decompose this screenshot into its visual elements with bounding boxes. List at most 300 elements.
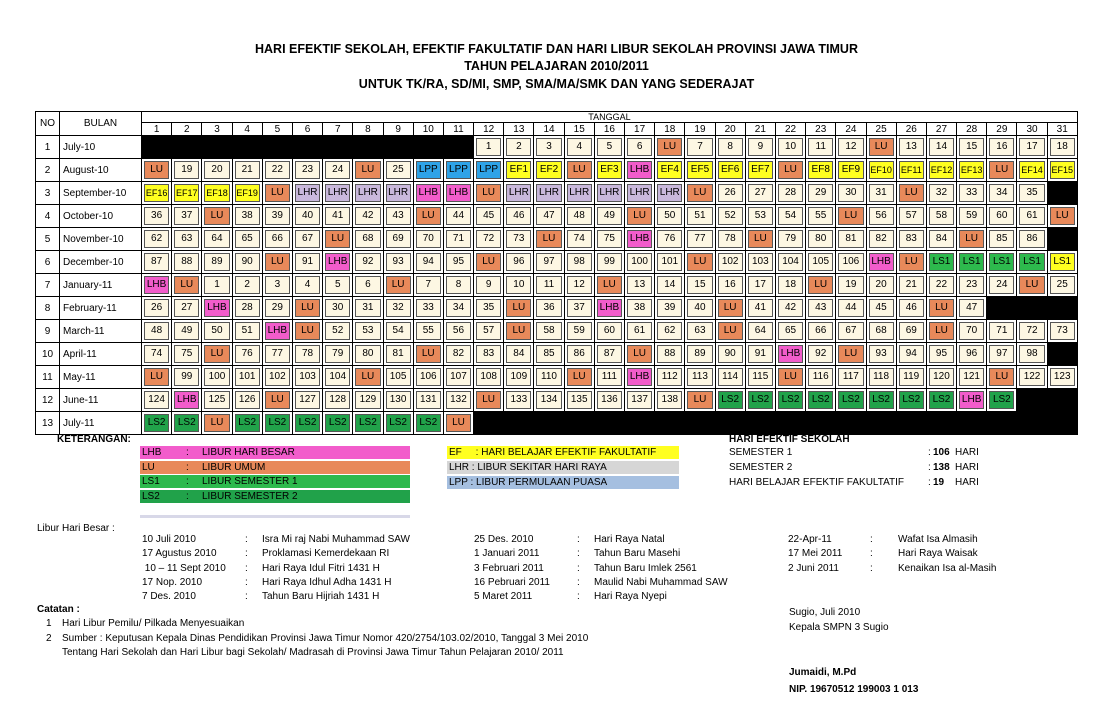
libur-date: 1 Januari 2011: [474, 548, 540, 560]
day-value: 28: [235, 299, 260, 317]
day-cell: [896, 389, 926, 412]
efektif-value: 138: [933, 462, 950, 473]
day-cell: [926, 297, 956, 320]
day-value: LU: [989, 161, 1014, 179]
day-value: 5: [597, 138, 622, 156]
day-cell: [1017, 136, 1047, 159]
day-value: 129: [355, 391, 380, 409]
day-cell: [232, 389, 262, 412]
day-value: LU: [416, 207, 441, 225]
day-value: 90: [235, 253, 260, 271]
day-value: 102: [265, 368, 290, 386]
day-cell: [1017, 343, 1047, 366]
day-cell: [202, 182, 232, 205]
day-value: 65: [778, 322, 803, 340]
day-value: LU: [506, 299, 531, 317]
day-cell: [353, 205, 383, 228]
day-cell: [323, 228, 353, 251]
day-cell: [142, 320, 172, 343]
day-cell: [443, 412, 473, 435]
day-value: 26: [144, 299, 169, 317]
day-value: LS2: [989, 391, 1014, 409]
day-value: LHB: [446, 184, 471, 202]
day-value: 62: [144, 230, 169, 248]
day-value: 27: [748, 184, 773, 202]
day-cell: [323, 274, 353, 297]
day-value: 61: [627, 322, 652, 340]
day-value: 72: [1019, 322, 1044, 340]
day-value: 106: [416, 368, 441, 386]
libur-sep: :: [245, 548, 248, 560]
libur-sep: :: [245, 534, 248, 545]
day-cell: [504, 182, 534, 205]
day-value: 28: [778, 184, 803, 202]
legend-code: LS2: [142, 490, 160, 502]
day-cell: [775, 136, 805, 159]
day-value: LU: [778, 161, 803, 179]
day-cell: [926, 320, 956, 343]
efektif-unit: HARI: [955, 447, 979, 458]
day-cell: [866, 136, 896, 159]
day-value: 24: [325, 161, 350, 179]
day-cell: [353, 182, 383, 205]
efektif-title: HARI EFEKTIF SEKOLAH: [729, 434, 850, 445]
day-value: LHB: [416, 184, 441, 202]
day-value: 14: [657, 276, 682, 294]
day-cell: [262, 205, 292, 228]
day-cell: [534, 320, 564, 343]
day-cell: [474, 274, 504, 297]
day-value: 10: [506, 276, 531, 294]
day-cell: [926, 251, 956, 274]
day-value: 120: [929, 368, 954, 386]
day-value: LU: [597, 276, 622, 294]
day-value: 89: [204, 253, 229, 271]
day-cell: [443, 389, 473, 412]
day-cell: [202, 366, 232, 389]
day-value: 77: [265, 345, 290, 363]
day-cell: [1047, 389, 1077, 412]
day-cell: [564, 412, 594, 435]
day-value: 10: [778, 138, 803, 156]
legend-desc: LIBUR HARI BESAR: [202, 447, 295, 458]
day-value: 82: [446, 345, 471, 363]
day-value: 112: [657, 368, 682, 386]
day-value: 55: [416, 322, 441, 340]
day-cell: [262, 159, 292, 182]
day-value: 51: [687, 207, 712, 225]
day-cell: [383, 228, 413, 251]
row-month: February-11: [60, 297, 142, 320]
day-value: 44: [446, 207, 471, 225]
day-cell: [655, 343, 685, 366]
day-value: 8: [718, 138, 743, 156]
day-value: 73: [1050, 322, 1075, 340]
legend-code: LHB: [142, 447, 162, 458]
day-header: 31: [1047, 123, 1077, 136]
row-month: August-10: [60, 159, 142, 182]
day-cell: [625, 297, 655, 320]
row-month: April-11: [60, 343, 142, 366]
day-value: 98: [1019, 345, 1044, 363]
day-value: 55: [808, 207, 833, 225]
day-value: 90: [718, 345, 743, 363]
day-value: LU: [869, 138, 894, 156]
day-value: EF4: [657, 161, 682, 179]
day-value: 68: [355, 230, 380, 248]
day-cell: [383, 274, 413, 297]
day-header: 24: [836, 123, 866, 136]
day-value: EF14: [1019, 161, 1044, 179]
libur-name: Isra Mi raj Nabi Muhammad SAW: [262, 534, 410, 545]
day-header: 20: [715, 123, 745, 136]
day-header: 23: [806, 123, 836, 136]
day-cell: [1017, 297, 1047, 320]
day-value: 59: [567, 322, 592, 340]
day-value: LHR: [627, 184, 652, 202]
day-value: LU: [899, 184, 924, 202]
day-value: 35: [476, 299, 501, 317]
day-cell: [262, 389, 292, 412]
day-header: 9: [383, 123, 413, 136]
day-cell: [1047, 343, 1077, 366]
day-cell: [987, 228, 1017, 251]
day-cell: [292, 228, 322, 251]
day-cell: [957, 297, 987, 320]
day-value: 32: [929, 184, 954, 202]
day-cell: [625, 366, 655, 389]
day-cell: [383, 251, 413, 274]
day-value: 57: [476, 322, 501, 340]
day-value: 93: [869, 345, 894, 363]
day-value: 18: [1050, 138, 1075, 156]
day-value: 47: [959, 299, 984, 317]
legend-desc: LIBUR UMUM: [202, 461, 266, 473]
day-cell: [775, 389, 805, 412]
day-value: 105: [386, 368, 411, 386]
day-value: EF9: [838, 161, 863, 179]
day-value: 95: [446, 253, 471, 271]
day-cell: [564, 205, 594, 228]
day-value: LHB: [627, 230, 652, 248]
day-value: 91: [748, 345, 773, 363]
day-cell: [504, 228, 534, 251]
day-value: 13: [899, 138, 924, 156]
day-cell: [1017, 251, 1047, 274]
libur-date: 17 Agustus 2010: [142, 548, 217, 560]
day-value: LS2: [174, 414, 199, 432]
day-value: 49: [597, 207, 622, 225]
day-value: 9: [748, 138, 773, 156]
day-header: 30: [1017, 123, 1047, 136]
day-cell: [594, 228, 624, 251]
day-cell: [142, 136, 172, 159]
day-value: 80: [808, 230, 833, 248]
day-cell: [594, 251, 624, 274]
day-cell: [564, 389, 594, 412]
day-value: LS1: [959, 253, 984, 271]
day-cell: [443, 297, 473, 320]
day-cell: [987, 159, 1017, 182]
day-value: 2: [506, 138, 531, 156]
day-cell: [443, 228, 473, 251]
day-cell: [655, 136, 685, 159]
day-cell: [655, 412, 685, 435]
libur-name: Hari Raya Natal: [594, 534, 665, 545]
day-cell: [806, 159, 836, 182]
day-value: 45: [869, 299, 894, 317]
day-cell: [292, 159, 322, 182]
day-cell: [1017, 182, 1047, 205]
day-cell: [594, 297, 624, 320]
day-value: LPP: [416, 161, 441, 179]
libur-date: 25 Des. 2010: [474, 534, 534, 545]
efektif-value: 19: [933, 477, 945, 488]
libur-sep: :: [577, 548, 580, 560]
day-cell: [292, 389, 322, 412]
day-cell: [715, 297, 745, 320]
day-value: 61: [1019, 207, 1044, 225]
day-cell: [775, 228, 805, 251]
day-value: 35: [1019, 184, 1044, 202]
day-cell: [534, 159, 564, 182]
day-value: 127: [295, 391, 320, 409]
day-value: 3: [536, 138, 561, 156]
catatan-number-2: 2: [46, 633, 52, 644]
day-cell: [926, 182, 956, 205]
day-value: LS2: [386, 414, 411, 432]
day-value: 6: [355, 276, 380, 294]
day-cell: [715, 366, 745, 389]
day-cell: [534, 343, 564, 366]
day-cell: [926, 412, 956, 435]
calendar-table: [35, 111, 1078, 435]
day-cell: [353, 136, 383, 159]
day-cell: [474, 182, 504, 205]
day-cell: [594, 366, 624, 389]
day-cell: [534, 251, 564, 274]
day-value: 72: [476, 230, 501, 248]
day-value: 8: [446, 276, 471, 294]
day-cell: [957, 366, 987, 389]
table-row: [36, 320, 1078, 343]
day-cell: [504, 251, 534, 274]
day-cell: [202, 297, 232, 320]
day-value: 103: [748, 253, 773, 271]
day-cell: [172, 389, 202, 412]
day-value: 57: [899, 207, 924, 225]
day-cell: [836, 274, 866, 297]
day-value: 104: [325, 368, 350, 386]
day-value: LS2: [295, 414, 320, 432]
day-cell: [745, 251, 775, 274]
day-cell: [715, 274, 745, 297]
table-row: [36, 159, 1078, 182]
libur-name: Hari Raya Nyepi: [594, 591, 667, 603]
day-cell: [474, 389, 504, 412]
day-value: 104: [778, 253, 803, 271]
day-value: LU: [355, 368, 380, 386]
day-value: 60: [597, 322, 622, 340]
day-cell: [504, 136, 534, 159]
day-value: EF7: [748, 161, 773, 179]
day-cell: [896, 274, 926, 297]
day-cell: [323, 136, 353, 159]
day-value: LPP: [446, 161, 471, 179]
day-cell: [836, 412, 866, 435]
day-cell: [866, 320, 896, 343]
day-cell: [745, 228, 775, 251]
day-value: LU: [627, 345, 652, 363]
day-value: 108: [476, 368, 501, 386]
day-cell: [474, 320, 504, 343]
day-value: 24: [989, 276, 1014, 294]
libur-date: 17 Nop. 2010: [142, 576, 203, 588]
day-cell: [172, 343, 202, 366]
day-cell: [504, 366, 534, 389]
day-cell: [474, 159, 504, 182]
title-line-3: UNTUK TK/RA, SD/MI, SMP, SMA/MA/SMK DAN YANG SEDERAJAT: [358, 77, 755, 91]
row-number: 4: [36, 205, 60, 228]
title-line-1: HARI EFEKTIF SEKOLAH, EFEKTIF FAKULTATIF DAN HARI LIBUR SEKOLAH PROVINSI JAWA TIMUR: [254, 42, 858, 56]
day-value: 34: [989, 184, 1014, 202]
day-cell: [655, 366, 685, 389]
legend-desc: LIBUR SEMESTER 1: [202, 476, 298, 487]
day-value: 56: [869, 207, 894, 225]
day-cell: [504, 343, 534, 366]
day-header: 13: [504, 123, 534, 136]
day-value: 12: [567, 276, 592, 294]
day-cell: [292, 320, 322, 343]
day-header: 21: [745, 123, 775, 136]
day-cell: [806, 366, 836, 389]
day-value: LS2: [778, 391, 803, 409]
day-cell: [292, 412, 322, 435]
day-value: 110: [536, 368, 561, 386]
day-value: 96: [506, 253, 531, 271]
day-cell: [232, 343, 262, 366]
day-value: LHR: [657, 184, 682, 202]
day-cell: [836, 320, 866, 343]
day-value: LU: [1050, 207, 1075, 225]
libur-name: Tahun Baru Masehi: [594, 548, 681, 560]
libur-name: Hari Raya Idhul Adha 1431 H: [262, 576, 392, 588]
day-value: 1: [204, 276, 229, 294]
day-value: EF11: [899, 161, 924, 179]
day-value: LU: [295, 322, 320, 340]
day-value: 89: [687, 345, 712, 363]
day-value: LU: [386, 276, 411, 294]
day-cell: [987, 320, 1017, 343]
day-cell: [806, 320, 836, 343]
day-value: EF16: [144, 184, 169, 202]
day-value: LHB: [869, 253, 894, 271]
day-value: 16: [718, 276, 743, 294]
day-cell: [866, 297, 896, 320]
day-cell: [292, 136, 322, 159]
day-cell: [594, 389, 624, 412]
day-cell: [172, 251, 202, 274]
day-cell: [745, 320, 775, 343]
day-cell: [383, 320, 413, 343]
day-value: 70: [959, 322, 984, 340]
day-value: 64: [204, 230, 229, 248]
day-cell: [715, 205, 745, 228]
day-cell: [775, 251, 805, 274]
day-cell: [866, 389, 896, 412]
day-value: 44: [838, 299, 863, 317]
day-value: 7: [416, 276, 441, 294]
day-value: 115: [748, 368, 773, 386]
legend-desc: LIBUR SEMESTER 2: [202, 490, 298, 502]
day-value: 117: [838, 368, 863, 386]
day-value: 11: [536, 276, 561, 294]
day-header: 2: [172, 123, 202, 136]
day-value: LS2: [899, 391, 924, 409]
day-value: 128: [325, 391, 350, 409]
day-cell: [715, 389, 745, 412]
day-cell: [806, 228, 836, 251]
efektif-unit: HARI: [955, 462, 979, 473]
day-cell: [262, 297, 292, 320]
day-value: 26: [718, 184, 743, 202]
day-value: 39: [657, 299, 682, 317]
day-value: 50: [657, 207, 682, 225]
day-header: 16: [594, 123, 624, 136]
day-cell: [564, 251, 594, 274]
day-cell: [745, 159, 775, 182]
day-value: 69: [386, 230, 411, 248]
day-cell: [172, 136, 202, 159]
day-value: 94: [899, 345, 924, 363]
day-cell: [564, 182, 594, 205]
day-cell: [866, 228, 896, 251]
day-cell: [806, 251, 836, 274]
day-value: 23: [295, 161, 320, 179]
day-value: LS2: [748, 391, 773, 409]
day-cell: [353, 297, 383, 320]
row-month: July-11: [60, 412, 142, 435]
day-value: LU: [718, 299, 743, 317]
day-cell: [775, 320, 805, 343]
day-cell: [594, 205, 624, 228]
day-cell: [353, 320, 383, 343]
day-cell: [142, 251, 172, 274]
day-header: 27: [926, 123, 956, 136]
day-cell: [534, 366, 564, 389]
day-value: 40: [687, 299, 712, 317]
day-cell: [957, 136, 987, 159]
header-no: NO: [36, 112, 60, 136]
day-cell: [202, 320, 232, 343]
day-cell: [625, 159, 655, 182]
table-row: [36, 251, 1078, 274]
day-cell: [413, 297, 443, 320]
day-cell: [564, 159, 594, 182]
day-value: LU: [265, 253, 290, 271]
legend-swatch: [140, 461, 410, 474]
day-value: 38: [235, 207, 260, 225]
row-number: 6: [36, 251, 60, 274]
day-cell: [142, 297, 172, 320]
day-cell: [926, 389, 956, 412]
day-cell: [866, 366, 896, 389]
day-cell: [806, 136, 836, 159]
day-cell: [896, 228, 926, 251]
day-value: LHR: [597, 184, 622, 202]
day-value: 25: [1050, 276, 1075, 294]
day-cell: [292, 205, 322, 228]
